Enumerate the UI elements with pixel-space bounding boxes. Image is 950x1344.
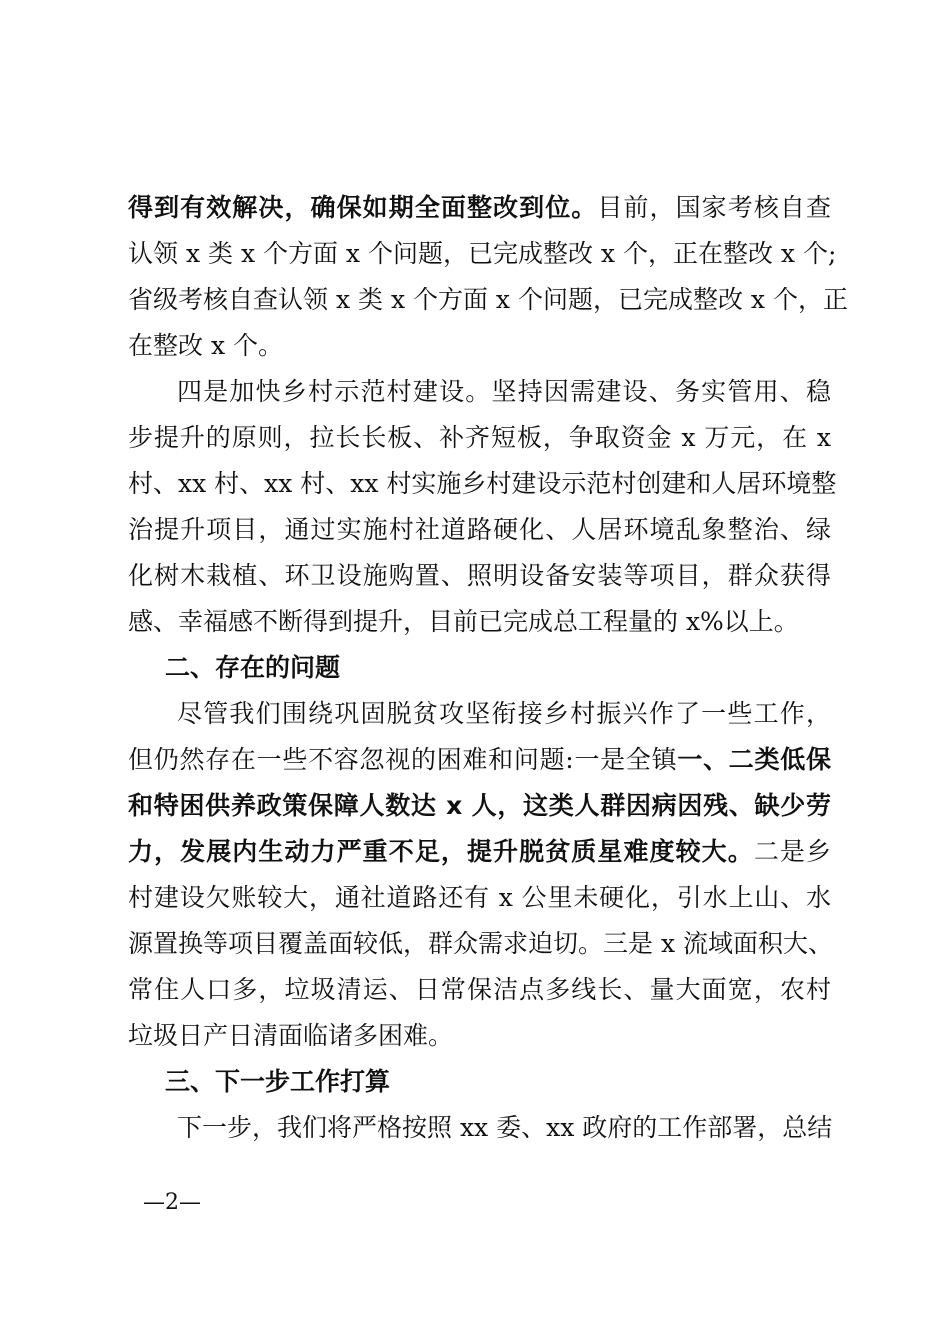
text-line bbox=[128, 461, 837, 507]
text-line bbox=[128, 507, 831, 553]
bold-text: 一、二类低保 bbox=[677, 745, 831, 774]
page-number: —2— bbox=[143, 1190, 201, 1215]
text-segment: 垃圾日产日清面临诸多困难。 bbox=[128, 1021, 454, 1050]
text-segment: 四是加快乡村示范村建设。坚持因需建设、务实管用、稳 bbox=[177, 377, 831, 406]
text-segment: 认领 x 类 x 个方面 x 个问题，已完成整改 x 个，正在整改 x 个; bbox=[128, 239, 837, 268]
text-segment: 常住人口多，垃圾清运、日常保洁点多线长、量大面宽，农村 bbox=[128, 975, 831, 1004]
text-line bbox=[128, 737, 831, 783]
text-line bbox=[128, 599, 831, 645]
text-line bbox=[128, 875, 831, 921]
bold-text: 力，发展内生动力严重不足，提升脱贫质星难度较大。 bbox=[128, 837, 754, 866]
text-segment: 村建设欠账较大，通社道路还有 x 公里未硬化，引水上山、水 bbox=[128, 883, 831, 912]
text-line bbox=[128, 553, 831, 599]
text-line bbox=[128, 967, 831, 1013]
document-body bbox=[128, 185, 848, 1151]
text-line bbox=[128, 231, 837, 277]
text-segment: 但仍然存在一些不容忽视的困难和问题:一是全镇 bbox=[128, 745, 678, 774]
text-line bbox=[128, 1105, 831, 1151]
section-heading bbox=[128, 1059, 831, 1105]
text-segment: 二、存在的问题 bbox=[165, 653, 341, 682]
text-segment: 化树木栽植、环卫设施购置、照明设备安装等项目，群众获得 bbox=[128, 561, 831, 590]
text-line bbox=[128, 369, 831, 415]
bold-text: 和特困供养政策保障人数达 x 人，这类人群因病因残、缺少劳 bbox=[128, 791, 831, 820]
text-line bbox=[128, 323, 831, 369]
text-line bbox=[128, 829, 831, 875]
section-heading bbox=[128, 645, 831, 691]
text-segment: 下一步，我们将严格按照 xx 委、xx 政府的工作部署，总结 bbox=[177, 1113, 833, 1142]
text-line bbox=[128, 691, 831, 737]
text-segment: 省级考核自查认领 x 类 x 个方面 x 个问题，已完成整改 x 个，正 bbox=[128, 285, 848, 314]
text-line bbox=[128, 921, 831, 967]
text-line bbox=[128, 277, 848, 323]
text-line bbox=[128, 415, 831, 461]
text-segment: 尽管我们围绕巩固脱贫攻坚衔接乡村振兴作了一些工作， bbox=[177, 699, 831, 728]
text-segment: 目前，国家考核自查 bbox=[597, 193, 831, 222]
text-segment: 源置换等项目覆盖面较低，群众需求迫切。三是 x 流域面积大、 bbox=[128, 929, 833, 958]
text-segment: 村、xx 村、xx 村、xx 村实施乡村建设示范村创建和人居环境整 bbox=[128, 469, 837, 498]
text-segment: 在整改 x 个。 bbox=[128, 331, 283, 360]
bold-text: 得到有效解决，确保如期全面整改到位。 bbox=[128, 193, 598, 222]
text-segment: 治提升项目，通过实施村社道路硬化、人居环境乱象整治、绿 bbox=[128, 515, 831, 544]
text-segment: 三、下一步工作打算 bbox=[165, 1067, 391, 1096]
text-line bbox=[128, 783, 831, 829]
text-segment: 感、幸福感不断得到提升，目前已完成总工程量的 x%以上。 bbox=[128, 607, 799, 636]
text-segment: 步提升的原则，拉长长板、补齐短板，争取资金 x 万元，在 x bbox=[128, 423, 831, 452]
text-line bbox=[128, 1013, 831, 1059]
text-segment: 二是乡 bbox=[753, 837, 831, 866]
text-line bbox=[128, 185, 831, 231]
